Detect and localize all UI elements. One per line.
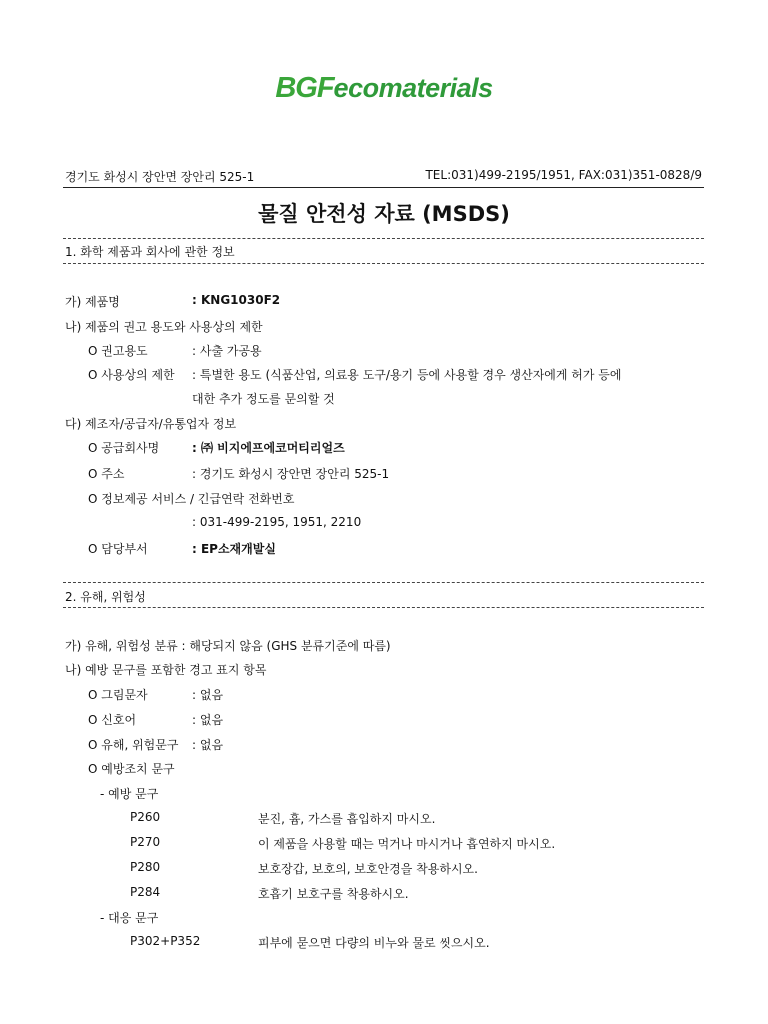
signal-word-value: : 없음 <box>192 713 224 727</box>
supplier-name-label: O 공급회사명 <box>88 441 160 455</box>
hazard-classification: 가) 유해, 위험성 분류 : 해당되지 않음 (GHS 분류기준에 따름) <box>65 639 391 653</box>
emergency-contact-value: : 031-499-2195, 1951, 2210 <box>192 515 362 529</box>
supplier-name-value: : ㈜ 비지에프에코머티리얼즈 <box>192 441 345 455</box>
header-rule <box>63 187 704 188</box>
prevention-code: P260 <box>130 810 161 824</box>
section1-bottom-divider <box>63 263 704 264</box>
product-name-label: 가) 제품명 <box>65 295 120 309</box>
pictogram-value: : 없음 <box>192 688 224 702</box>
emergency-contact-label: O 정보제공 서비스 / 긴급연락 전화번호 <box>88 492 295 506</box>
prevention-heading: - 예방 문구 <box>100 787 159 801</box>
address-value: : 경기도 화성시 장안면 장안리 525-1 <box>192 467 390 481</box>
section1-top-divider <box>63 238 704 239</box>
address-label: O 주소 <box>88 467 125 481</box>
prevention-text: 이 제품을 사용할 때는 먹거나 마시거나 흡연하지 마시오. <box>258 837 556 851</box>
logo-ecomaterials: ecomaterials <box>333 73 493 103</box>
section1-heading: 1. 화학 제품과 회사에 관한 정보 <box>65 245 235 259</box>
hazard-statement-label: O 유해, 위험문구 <box>88 738 179 752</box>
use-limit-label: O 사용상의 제한 <box>88 368 175 382</box>
use-limit-value: : 특별한 용도 (식품산업, 의료용 도구/용기 등에 사용할 경우 생산자에게 허가 등에 <box>192 368 622 382</box>
section2-bottom-divider <box>63 607 704 608</box>
use-limit-value-cont: 대한 추가 정도를 문의할 것 <box>192 392 335 406</box>
prevention-text: 보호장갑, 보호의, 보호안경을 착용하시오. <box>258 862 478 876</box>
precaution-label: O 예방조치 문구 <box>88 762 175 776</box>
department-value: : EP소재개발실 <box>192 542 276 556</box>
response-text: 피부에 묻으면 다량의 비누와 물로 씻으시오. <box>258 936 490 950</box>
warning-label-heading: 나) 예방 문구를 포함한 경고 표지 항목 <box>65 663 267 677</box>
company-logo <box>0 72 768 105</box>
pictogram-label: O 그림문자 <box>88 688 148 702</box>
company-contact: TEL:031)499-2195/1951, FAX:031)351-0828/9 <box>425 168 702 182</box>
company-address: 경기도 화성시 장안면 장안리 525-1 <box>65 170 255 184</box>
document-title: 물질 안전성 자료 (MSDS) <box>258 202 510 226</box>
section2-top-divider <box>63 582 704 583</box>
prevention-code: P280 <box>130 860 161 874</box>
department-label: O 담당부서 <box>88 542 148 556</box>
product-name-value: : KNG1030F2 <box>192 293 281 307</box>
prevention-code: P284 <box>130 885 161 899</box>
prevention-text: 호흡기 보호구를 착용하시오. <box>258 887 409 901</box>
prevention-text: 분진, 흄, 가스를 흡입하지 마시오. <box>258 812 436 826</box>
logo-bgf: BGF <box>275 72 334 104</box>
use-restriction-label: 나) 제품의 권고 용도와 사용상의 제한 <box>65 320 263 334</box>
supplier-info-label: 다) 제조자/공급자/유통업자 정보 <box>65 417 237 431</box>
recommended-use-value: : 사출 가공용 <box>192 344 262 358</box>
section2-heading: 2. 유해, 위험성 <box>65 590 146 604</box>
hazard-statement-value: : 없음 <box>192 738 224 752</box>
signal-word-label: O 신호어 <box>88 713 137 727</box>
response-code: P302+P352 <box>130 934 201 948</box>
prevention-code: P270 <box>130 835 161 849</box>
recommended-use-label: O 권고용도 <box>88 344 148 358</box>
response-heading: - 대응 문구 <box>100 911 159 925</box>
